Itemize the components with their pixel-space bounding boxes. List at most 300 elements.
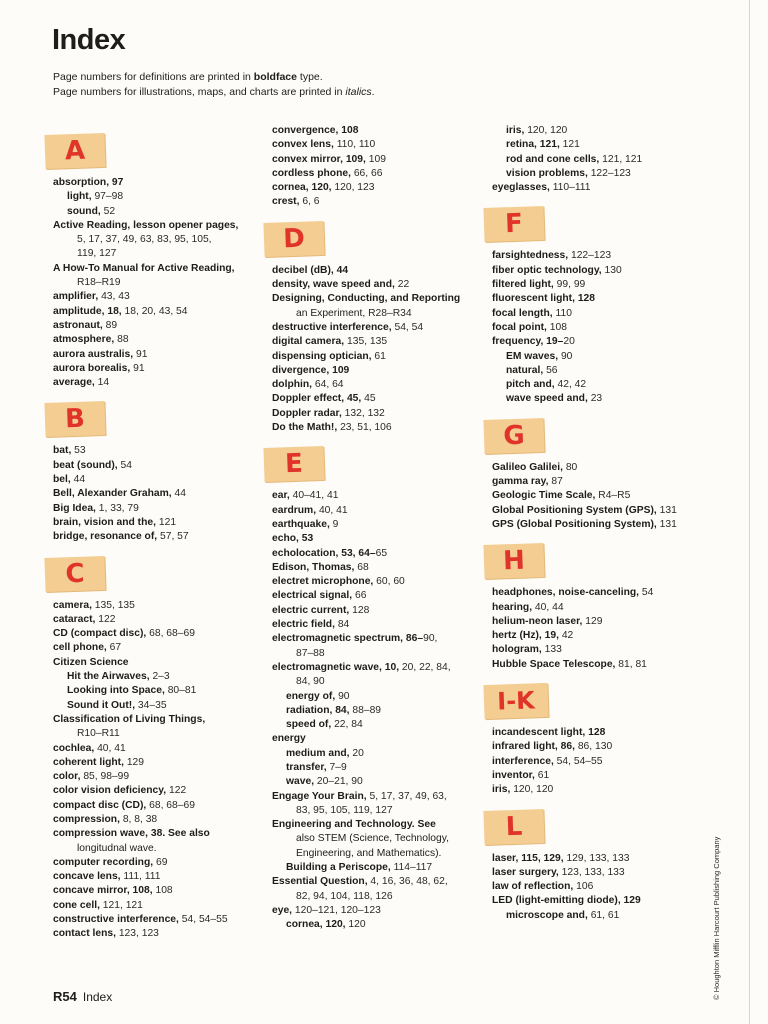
index-pages: 131 bbox=[659, 518, 677, 530]
index-pages: 82, 94, 104, 118, 126 bbox=[296, 890, 393, 902]
index-pages: 84 bbox=[337, 619, 350, 631]
index-term: sound, bbox=[67, 205, 104, 217]
index-entry bbox=[492, 153, 697, 167]
index-entry bbox=[272, 732, 478, 746]
index-pages: 89 bbox=[105, 319, 118, 331]
index-pages: 123, 123 bbox=[118, 928, 159, 940]
index-term: cone cell, bbox=[53, 899, 103, 911]
index-entry bbox=[272, 124, 478, 138]
index-entry bbox=[492, 307, 697, 321]
index-pages: 5, 17, 37, 49, 63, bbox=[369, 790, 447, 802]
index-term: radiation, 84, bbox=[286, 704, 353, 716]
index-pages: 68, 68–69 bbox=[149, 799, 195, 811]
index-entry bbox=[492, 167, 697, 181]
index-pages: 68, 68–69 bbox=[149, 628, 195, 640]
index-pages: 20 bbox=[563, 336, 575, 348]
index-term: Classification of Living Things, bbox=[53, 713, 206, 725]
index-term: Galileo Galilei, bbox=[492, 461, 566, 473]
index-term: speed of, bbox=[286, 719, 335, 731]
letter-tab-a: A bbox=[44, 133, 105, 169]
index-pages: 40, 41 bbox=[318, 504, 348, 516]
index-pages: R10–R11 bbox=[77, 728, 120, 740]
index-entry bbox=[492, 504, 697, 518]
index-entry bbox=[272, 775, 478, 789]
index-term: bridge, resonance of, bbox=[53, 531, 160, 543]
page-footer bbox=[53, 989, 112, 1004]
index-term: farsightedness, bbox=[492, 250, 571, 262]
index-pages: 110–111 bbox=[552, 182, 591, 194]
index-entry bbox=[53, 884, 258, 898]
index-term: LED (light-emitting diode), 129 bbox=[492, 895, 641, 907]
index-pages: 45 bbox=[364, 393, 376, 405]
index-term: destructive interference, bbox=[272, 321, 395, 333]
index-term: inventor, bbox=[492, 769, 538, 781]
index-entry bbox=[272, 761, 478, 775]
index-entry bbox=[272, 790, 478, 804]
index-term: compact disc (CD), bbox=[53, 799, 150, 811]
index-term: crest, bbox=[272, 196, 303, 208]
index-term: cornea, 120, bbox=[286, 919, 349, 931]
index-term: Bell, Alexander Graham, bbox=[53, 488, 175, 500]
index-entry bbox=[272, 875, 478, 889]
index-term: iris, bbox=[506, 125, 528, 136]
index-entry bbox=[492, 475, 697, 489]
index-term: Essential Question, bbox=[272, 876, 371, 888]
index-column-3 bbox=[492, 124, 697, 923]
index-entry bbox=[53, 813, 258, 827]
index-term: wave, bbox=[286, 776, 317, 788]
index-entry bbox=[53, 276, 258, 290]
index-term: filtered light, bbox=[492, 279, 557, 291]
letter-tab-b: B bbox=[44, 401, 105, 437]
index-term: microscope and, bbox=[506, 909, 591, 921]
index-entry bbox=[492, 138, 697, 152]
index-term: computer recording, bbox=[53, 856, 156, 868]
footer-section: Index bbox=[82, 990, 113, 1004]
index-term: longitudnal wave. bbox=[77, 842, 157, 854]
index-entry bbox=[492, 755, 697, 769]
index-term: divergence, 109 bbox=[272, 364, 350, 376]
index-term: natural, bbox=[506, 364, 547, 376]
index-term: echo, 53 bbox=[272, 533, 314, 545]
index-entry bbox=[272, 504, 478, 518]
index-pages: 53 bbox=[74, 445, 86, 457]
index-term: Big Idea, bbox=[53, 502, 99, 514]
index-pages: 128 bbox=[352, 604, 370, 616]
index-entry bbox=[272, 890, 478, 904]
index-entry bbox=[272, 421, 478, 435]
index-entry bbox=[53, 487, 258, 501]
index-entry bbox=[492, 852, 697, 866]
index-pages: 20 bbox=[352, 747, 364, 759]
index-entry bbox=[272, 818, 478, 832]
index-entry bbox=[492, 321, 697, 335]
index-entry bbox=[272, 321, 478, 335]
index-pages: 87–88 bbox=[296, 647, 325, 659]
index-pages: 108 bbox=[155, 885, 173, 897]
copyright-notice: © Houghton Mifflin Harcourt Publishing Company bbox=[712, 836, 721, 1000]
index-term: Citizen Science bbox=[53, 656, 129, 668]
index-pages: R28–R34 bbox=[368, 307, 412, 319]
index-term: aurora australis, bbox=[53, 348, 136, 360]
index-entry bbox=[272, 364, 478, 378]
index-term: eardrum, bbox=[272, 504, 319, 516]
index-pages: 111, 111 bbox=[123, 871, 161, 883]
index-term: cordless phone, bbox=[272, 167, 354, 179]
index-entry bbox=[53, 319, 258, 333]
index-pages: 43, 43 bbox=[101, 291, 130, 303]
index-entry bbox=[272, 167, 478, 181]
index-term: absorption, 97 bbox=[53, 177, 124, 188]
index-entry bbox=[492, 378, 697, 392]
index-entry bbox=[272, 618, 478, 632]
index-entry bbox=[53, 348, 258, 362]
index-entry bbox=[492, 350, 697, 364]
index-term: Doppler effect, 45, bbox=[272, 393, 365, 405]
index-entry bbox=[53, 190, 258, 204]
index-term: Active Reading, lesson opener pages, bbox=[53, 219, 239, 231]
index-pages: 121, 121 bbox=[602, 153, 643, 165]
index-term: convergence, 108 bbox=[272, 125, 359, 136]
index-entry bbox=[272, 647, 478, 661]
index-pages: 56 bbox=[546, 364, 558, 376]
index-entry bbox=[53, 899, 258, 913]
index-term: bel, bbox=[53, 474, 74, 486]
index-entry bbox=[53, 362, 258, 376]
index-entry bbox=[492, 461, 697, 475]
index-pages: 8, 8, 38 bbox=[122, 813, 158, 825]
index-entry bbox=[53, 756, 258, 770]
index-pages: 130 bbox=[604, 264, 622, 276]
index-entry bbox=[53, 530, 258, 544]
index-term: laser, 115, 129, bbox=[492, 852, 567, 864]
index-entry bbox=[53, 641, 258, 655]
index-term: digital camera, bbox=[272, 336, 347, 348]
index-pages: 97–98 bbox=[94, 191, 124, 203]
index-term: convex mirror, 109, bbox=[272, 153, 369, 165]
index-entry bbox=[53, 842, 258, 856]
index-term: electrical signal, bbox=[272, 590, 355, 602]
index-term: convex lens, bbox=[272, 139, 337, 151]
index-term: Geologic Time Scale, bbox=[492, 490, 599, 502]
index-term: transfer, bbox=[286, 761, 330, 773]
index-entry bbox=[53, 219, 258, 233]
index-entry bbox=[272, 278, 478, 292]
index-pages: 6, 6 bbox=[302, 196, 320, 208]
index-pages: 54, 54–55 bbox=[181, 914, 228, 926]
index-pages: 61 bbox=[537, 769, 550, 781]
index-entry bbox=[492, 726, 697, 740]
index-entry bbox=[53, 856, 258, 870]
index-entry bbox=[272, 561, 478, 575]
letter-tab-d: D bbox=[263, 221, 324, 257]
index-entry bbox=[492, 364, 697, 378]
index-term: hertz (Hz), 19, bbox=[492, 630, 562, 642]
index-entry bbox=[272, 690, 478, 704]
intro-line-illustrations bbox=[53, 85, 375, 100]
index-term: headphones, noise-canceling, bbox=[492, 587, 642, 599]
index-pages: 54 bbox=[641, 587, 654, 599]
index-pages: 86, 130 bbox=[577, 741, 613, 753]
index-term: fiber optic technology, bbox=[492, 264, 605, 276]
index-pages: 88 bbox=[117, 334, 129, 346]
index-pages: 81, 81 bbox=[618, 658, 647, 670]
index-entry bbox=[492, 643, 697, 657]
letter-tab-f: F bbox=[483, 206, 544, 242]
index-term: aurora borealis, bbox=[53, 362, 134, 374]
index-entry bbox=[492, 278, 697, 292]
index-entry bbox=[492, 124, 697, 138]
index-entry bbox=[492, 658, 697, 672]
index-pages: 5, 17, 37, 49, 63, 83, 95, 105, bbox=[77, 234, 212, 246]
index-entry bbox=[53, 627, 258, 641]
index-entry bbox=[272, 489, 478, 503]
index-entry bbox=[53, 376, 258, 390]
index-term: amplitude, 18, bbox=[53, 305, 125, 317]
index-entry bbox=[53, 444, 258, 458]
index-term: Global Positioning System (GPS), bbox=[492, 504, 660, 516]
index-pages: 44 bbox=[73, 474, 86, 486]
index-entry bbox=[492, 181, 697, 195]
index-term: bat, bbox=[53, 445, 75, 457]
index-pages: 90 bbox=[560, 350, 573, 362]
index-term: Engineering and Technology. See bbox=[272, 819, 436, 831]
index-pages: 85, 98–99 bbox=[83, 771, 130, 783]
index-entry bbox=[53, 799, 258, 813]
index-entry bbox=[272, 138, 478, 152]
index-pages: 22, 84 bbox=[334, 719, 363, 731]
index-pages: 120, 120 bbox=[527, 125, 568, 136]
index-pages: 83, 95, 105, 119, 127 bbox=[296, 804, 393, 816]
index-entry bbox=[492, 392, 697, 406]
index-entry bbox=[272, 264, 478, 278]
index-term: Hubble Space Telescope, bbox=[492, 658, 619, 670]
index-entry bbox=[492, 586, 697, 600]
index-term: decibel (dB), 44 bbox=[272, 264, 349, 276]
index-entry bbox=[53, 205, 258, 219]
index-term: retina, 121, bbox=[506, 139, 563, 151]
index-entry bbox=[272, 661, 478, 675]
index-pages: 122 bbox=[168, 785, 187, 797]
index-entry bbox=[272, 378, 478, 392]
index-pages: 22 bbox=[397, 279, 410, 291]
index-term: cochlea, bbox=[53, 742, 98, 754]
index-pages: 121, 121 bbox=[102, 899, 143, 911]
index-entry bbox=[272, 604, 478, 618]
index-term: average, bbox=[53, 377, 98, 389]
index-entry bbox=[53, 305, 258, 319]
index-entry bbox=[53, 613, 258, 627]
index-pages: 1, 33, 79 bbox=[98, 502, 139, 514]
index-term: contact lens, bbox=[53, 928, 119, 940]
letter-tab-i-k: I-K bbox=[483, 683, 548, 719]
index-pages: 122–123 bbox=[570, 250, 612, 262]
index-pages: 90 bbox=[338, 690, 350, 702]
index-entry bbox=[272, 181, 478, 195]
index-pages: 68 bbox=[357, 561, 369, 573]
index-pages: 57, 57 bbox=[160, 531, 189, 543]
index-term: camera, bbox=[53, 599, 95, 611]
index-entry bbox=[492, 292, 697, 306]
index-entry bbox=[492, 615, 697, 629]
index-pages: 67 bbox=[109, 642, 122, 654]
index-pages: 64, 64 bbox=[314, 379, 344, 391]
index-term: medium and, bbox=[286, 747, 353, 759]
index-pages: 132, 132 bbox=[344, 407, 385, 419]
index-pages: 122 bbox=[98, 613, 116, 625]
index-term: dolphin, bbox=[272, 379, 315, 391]
index-pages: 40, 44 bbox=[534, 601, 564, 613]
index-entry bbox=[53, 502, 258, 516]
index-entry bbox=[272, 518, 478, 532]
index-entry bbox=[53, 913, 258, 927]
index-entry bbox=[53, 459, 258, 473]
index-entry bbox=[53, 727, 258, 741]
index-entry bbox=[272, 632, 478, 646]
index-term: hearing, bbox=[492, 601, 535, 613]
index-entry bbox=[272, 675, 478, 689]
index-term: electret microphone, bbox=[272, 576, 377, 588]
index-pages: 120–121, 120–123 bbox=[294, 904, 381, 916]
index-entry bbox=[492, 518, 697, 532]
index-term: eye, bbox=[272, 904, 295, 916]
index-column-2 bbox=[272, 124, 478, 933]
index-entry bbox=[272, 704, 478, 718]
index-entry bbox=[53, 599, 258, 613]
index-pages: 44 bbox=[174, 488, 186, 500]
index-pages: 114–117 bbox=[393, 862, 433, 874]
index-pages: 61, 61 bbox=[590, 909, 620, 921]
index-term: cataract, bbox=[53, 613, 99, 625]
index-pages: 2–3 bbox=[152, 671, 170, 683]
index-pages: 14 bbox=[97, 377, 110, 389]
index-pages: 40–41, 41 bbox=[292, 490, 339, 502]
index-entry bbox=[492, 769, 697, 783]
letter-tab-h: H bbox=[483, 543, 544, 579]
index-entry bbox=[53, 473, 258, 487]
index-term: energy bbox=[272, 733, 306, 745]
index-entry bbox=[272, 832, 478, 846]
index-pages: 99, 99 bbox=[556, 279, 586, 291]
index-pages: 133 bbox=[544, 644, 562, 656]
index-entry bbox=[272, 918, 478, 932]
index-term: A How-To Manual for Active Reading, bbox=[53, 262, 235, 274]
index-term: Looking into Space, bbox=[67, 685, 168, 697]
index-entry bbox=[53, 176, 258, 190]
index-term: cell phone, bbox=[53, 642, 110, 654]
index-entry bbox=[272, 350, 478, 364]
index-term: electric current, bbox=[272, 604, 353, 616]
index-entry bbox=[492, 629, 697, 643]
index-term: constructive interference, bbox=[53, 914, 182, 926]
index-term: rod and cone cells, bbox=[506, 153, 603, 165]
index-pages: 84, 90 bbox=[296, 676, 325, 688]
index-term: energy of, bbox=[286, 690, 339, 702]
index-term: dispensing optician, bbox=[272, 350, 375, 362]
index-entry bbox=[272, 589, 478, 603]
index-term: Designing, Conducting, and Reporting bbox=[272, 293, 461, 305]
index-pages: 135, 135 bbox=[94, 599, 135, 611]
index-term: light, bbox=[67, 191, 95, 203]
index-entry bbox=[492, 489, 697, 503]
index-pages: 119, 127 bbox=[77, 248, 117, 260]
index-term: compression wave, 38. See also bbox=[53, 828, 210, 840]
index-entry bbox=[272, 718, 478, 732]
index-pages: 123, 133, 133 bbox=[561, 866, 625, 878]
index-pages: 34–35 bbox=[137, 699, 167, 711]
index-pages: 88–89 bbox=[352, 704, 382, 716]
index-entry bbox=[272, 407, 478, 421]
index-entry bbox=[53, 927, 258, 941]
index-term: focal length, bbox=[492, 307, 556, 319]
index-entry bbox=[272, 335, 478, 349]
index-entry bbox=[53, 742, 258, 756]
index-term: brain, vision and the, bbox=[53, 516, 159, 528]
index-pages: 121 bbox=[158, 516, 177, 528]
index-term: Hit the Airwaves, bbox=[67, 671, 153, 683]
index-entry bbox=[492, 335, 697, 349]
index-pages: 23 bbox=[590, 393, 603, 405]
index-entry bbox=[53, 290, 258, 304]
index-term: GPS (Global Positioning System), bbox=[492, 518, 660, 530]
index-term: iris, bbox=[492, 784, 514, 796]
index-pages: 122–123 bbox=[590, 167, 631, 179]
letter-tab-e: E bbox=[263, 446, 324, 482]
index-term: EM waves, bbox=[506, 350, 561, 362]
index-entry bbox=[53, 827, 258, 841]
index-pages: 42 bbox=[561, 630, 574, 642]
intro-line1-prefix: Page numbers for definitions are printed in bbox=[53, 71, 254, 83]
index-entry bbox=[53, 247, 258, 261]
index-term: laser surgery, bbox=[492, 866, 562, 878]
index-entry bbox=[492, 880, 697, 894]
index-term: color, bbox=[53, 771, 84, 783]
index-pages: 4, 16, 36, 48, 62, bbox=[370, 876, 448, 888]
index-term: amplifier, bbox=[53, 291, 102, 303]
index-term: electromagnetic wave, 10, bbox=[272, 661, 402, 673]
index-pages: 135, 135 bbox=[346, 336, 388, 348]
index-pages: 54, 54 bbox=[394, 321, 424, 333]
index-entry bbox=[272, 747, 478, 761]
index-entry bbox=[53, 870, 258, 884]
index-term: gamma ray, bbox=[492, 476, 552, 488]
index-term: ear, bbox=[272, 490, 293, 502]
index-entry bbox=[53, 516, 258, 530]
index-term: Sound it Out!, bbox=[67, 699, 138, 711]
index-entry bbox=[53, 656, 258, 670]
intro-line1-suffix: type. bbox=[296, 71, 323, 83]
index-pages: 80–81 bbox=[167, 685, 197, 697]
index-entry bbox=[272, 532, 478, 546]
index-entry bbox=[53, 233, 258, 247]
index-pages: 120 bbox=[348, 919, 366, 931]
index-term: concave mirror, 108, bbox=[53, 885, 156, 897]
index-pages: 91 bbox=[135, 348, 148, 360]
index-entry bbox=[272, 575, 478, 589]
page-edge bbox=[749, 0, 750, 1024]
index-pages: 40, 41 bbox=[97, 742, 126, 754]
index-term: frequency, 19– bbox=[492, 336, 564, 348]
index-pages: R18–R19 bbox=[77, 277, 121, 289]
index-pages: 60, 60 bbox=[376, 576, 405, 588]
page-title: Index bbox=[52, 24, 126, 56]
index-entry bbox=[492, 740, 697, 754]
index-pages: 109 bbox=[368, 153, 386, 165]
index-pages: 110, 110 bbox=[336, 139, 376, 151]
index-term: cornea, 120, bbox=[272, 182, 335, 194]
index-term: law of reflection, bbox=[492, 881, 577, 893]
index-term: infrared light, 86, bbox=[492, 741, 578, 753]
